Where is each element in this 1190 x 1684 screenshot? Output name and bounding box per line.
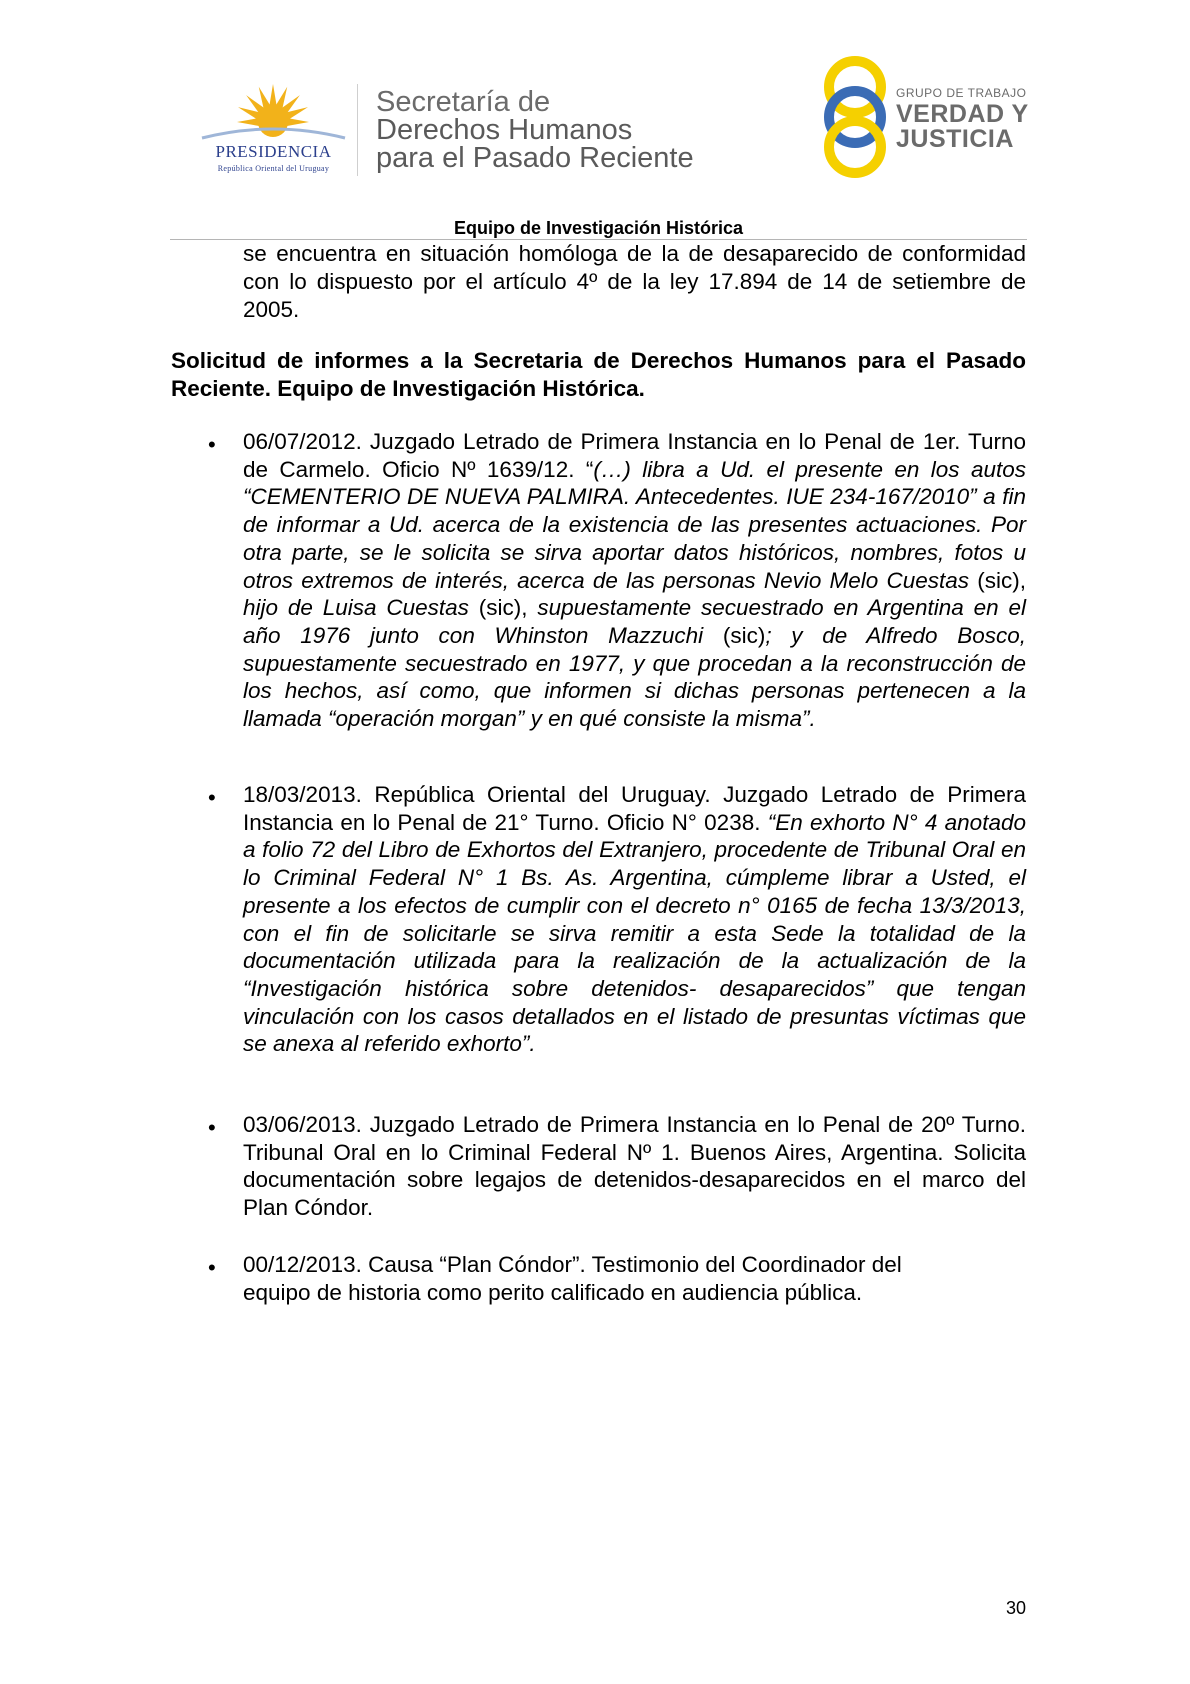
presidencia-name: PRESIDENCIA (215, 142, 332, 161)
item-1-text-3: (sic), (468, 595, 538, 621)
bullet-1: • (208, 432, 216, 457)
team-header: Equipo de Investigación Histórica (453, 218, 744, 238)
section-heading: Solicitud de informes a la Secretaria de Derechos Humanos para el Pasado Reciente. Equipo de Investigación Histórica. (171, 348, 1026, 401)
item-1-text-2: (sic), (969, 567, 1026, 593)
list-item-1 (243, 428, 1026, 733)
secretaria-title (376, 88, 694, 172)
item-1-text-4: (sic) (703, 622, 766, 648)
item-1-text-1: 06/07/2012. Juzgado Letrado de Primera Instancia en lo Penal de 1er. Turno de Carmelo. Oficio Nº 1639/12. “ (243, 429, 1026, 482)
item-2-italic-1: “En exhorto N° 4 anotado a folio 72 del Libro de Exhortos del Extranjero, procedente de Tribunal Oral en lo Criminal Federal N° 1 Bs. As. Argentina, cúmpleme librar a Usted, el presente a los efectos de cumplir con el decreto n° 0165 de fecha 13/3/2013, con el fin de solicitarle se sirva remitir a esta Sede la totalidad de la documentación utilizada para la realización de la actualización de la “Investigación histórica sobre detenidos- desaparecidos” que tengan vinculación con los casos detallados en el listado de presuntas víctimas que se anexa al referido exhorto”. (243, 809, 1026, 1057)
item-2-text-1: 18/03/2013. República Oriental del Uruguay. Juzgado Letrado de Primera Instancia en lo Penal de 21° Turno. Oficio N° 0238. (243, 782, 1026, 835)
intro-paragraph: se encuentra en situación homóloga de la de desaparecido de conformidad con lo dispuesto por el artículo 4º de la ley 17.894 de 14 de setiembre de 2005. (243, 241, 1026, 322)
interlocking-rings-icon (820, 55, 890, 180)
vj-small-label: GRUPO DE TRABAJO (896, 86, 1027, 100)
presidencia-subtitle: República Oriental del Uruguay (217, 164, 330, 173)
vj-title (896, 102, 1029, 152)
page-number: 30 (1006, 1598, 1027, 1618)
verdad-justicia-logo (820, 55, 1029, 180)
vj-title-line-1: VERDAD Y (896, 100, 1029, 128)
item-1-italic-3: supuestamente secuestrado en Argentina en el año 1976 junto con Whinston Mazzuchi (243, 595, 1026, 648)
list-item-2 (243, 781, 1026, 1058)
sun-emblem-icon (196, 80, 351, 142)
item-1-italic-2: hijo de Luisa Cuestas (243, 595, 469, 621)
list-item-4: 00/12/2013. Causa “Plan Cóndor”. Testimonio del Coordinador del equipo de historia como perito calificado en audiencia pública. (243, 1252, 902, 1305)
secretaria-line-1: Secretaría de (376, 86, 551, 118)
bullet-3: • (208, 1115, 216, 1140)
vj-title-line-2: JUSTICIA (896, 125, 1014, 153)
bullet-2: • (208, 785, 216, 810)
secretaria-line-2: Derechos Humanos (376, 114, 633, 146)
presidencia-logo (196, 80, 351, 180)
item-1-italic-4: ; y de Alfredo Bosco, supuestamente secuestrado en 1977, y que procedan a la reconstrucción de los hechos, así como, que informen si dichas personas pertenecen a la llamada “operación morgan” y en qué consiste la misma”. (243, 622, 1026, 732)
secretaria-line-3: para el Pasado Reciente (376, 142, 694, 174)
header-logo-divider (357, 84, 358, 176)
bullet-4: • (208, 1255, 216, 1280)
list-item-3: 03/06/2013. Juzgado Letrado de Primera Instancia en lo Penal de 20º Turno. Tribunal Oral en lo Criminal Federal Nº 1. Buenos Aires, Argentina. Solicita documentación sobre legajos de detenidos-desaparecidos en el marco del Plan Cóndor. (243, 1112, 1026, 1221)
item-1-italic-1: (…) libra a Ud. el presente en los autos “CEMENTERIO DE NUEVA PALMIRA. Antecedentes. IUE 234-167/2010” a fin de informar a Ud. acerca de la existencia de las presentes actuaciones. Por otra parte, se le solicita se sirva aportar datos históricos, nombres, fotos u otros extremos de interés, acerca de las personas Nevio Melo Cuestas (243, 456, 1026, 593)
